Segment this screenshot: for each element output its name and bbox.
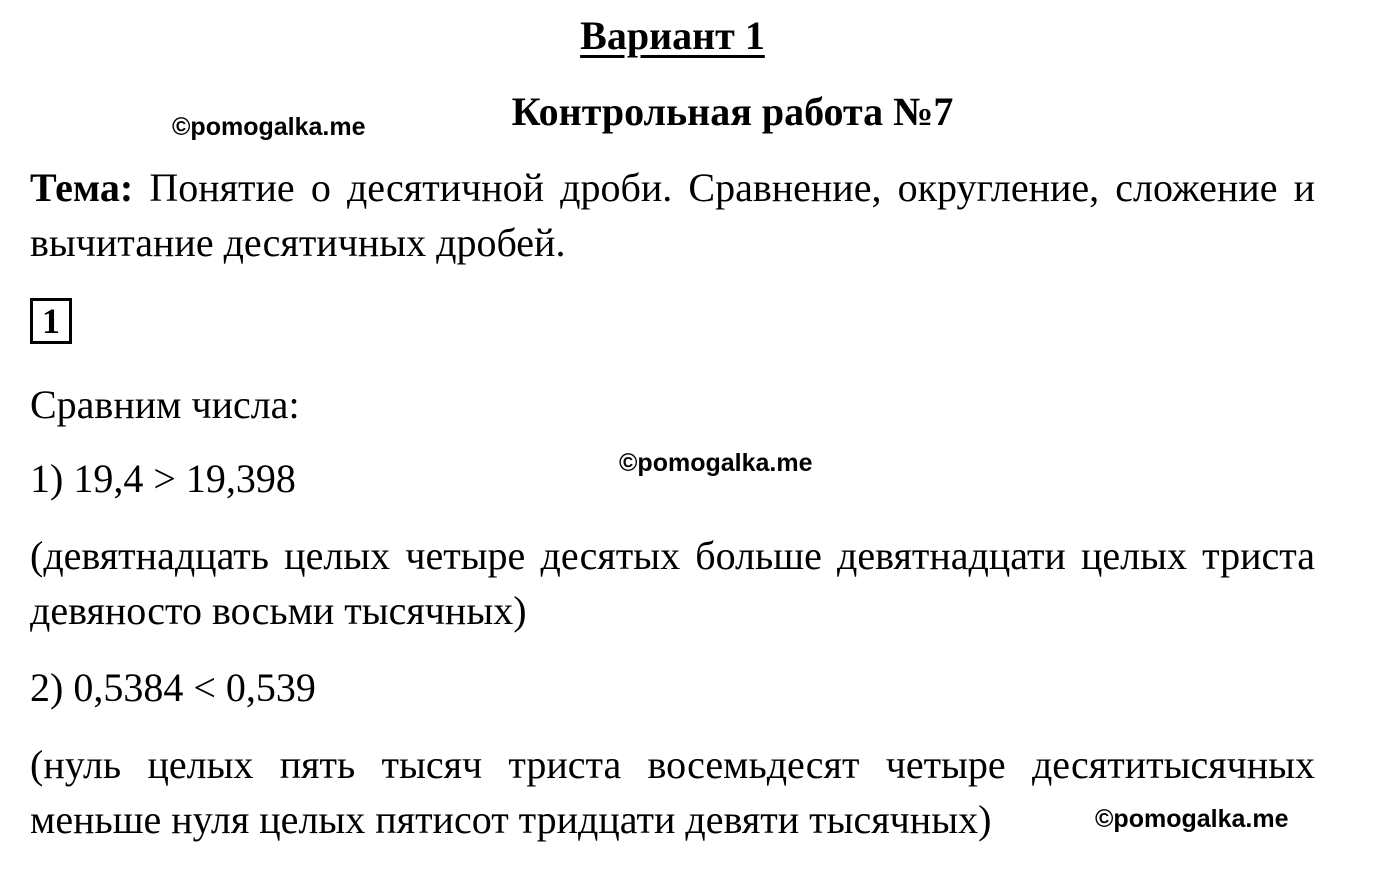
theme-label: Тема:	[30, 165, 134, 210]
watermark: ©pomogalka.me	[619, 449, 813, 477]
comparison-explanation-2: (нуль целых пять тысяч триста восемьдесят четыре десятитысячных меньше нуля целых пятисот тридцати девяти тысячных)	[30, 742, 1315, 842]
theme-paragraph	[30, 160, 1315, 270]
comparison-expression-2: 2) 0,5384 < 0,539	[30, 665, 316, 710]
variant-heading: Вариант 1	[580, 13, 765, 58]
task-number-box: 1	[30, 298, 72, 344]
watermark: ©pomogalka.me	[1095, 805, 1289, 833]
theme-text: Понятие о десятичной дроби. Сравнение, округление, сложение и вычитание десятичных дробей.	[30, 165, 1315, 265]
comparison-explanation-1: (девятнадцать целых четыре десятых больше девятнадцати целых триста девяносто восьми тысячных)	[30, 533, 1315, 633]
comparison-expression-1: 1) 19,4 > 19,398	[30, 456, 296, 501]
work-title: Контрольная работа №7	[511, 89, 954, 134]
task-intro: Сравним числа:	[30, 382, 300, 427]
watermark: ©pomogalka.me	[172, 113, 366, 141]
